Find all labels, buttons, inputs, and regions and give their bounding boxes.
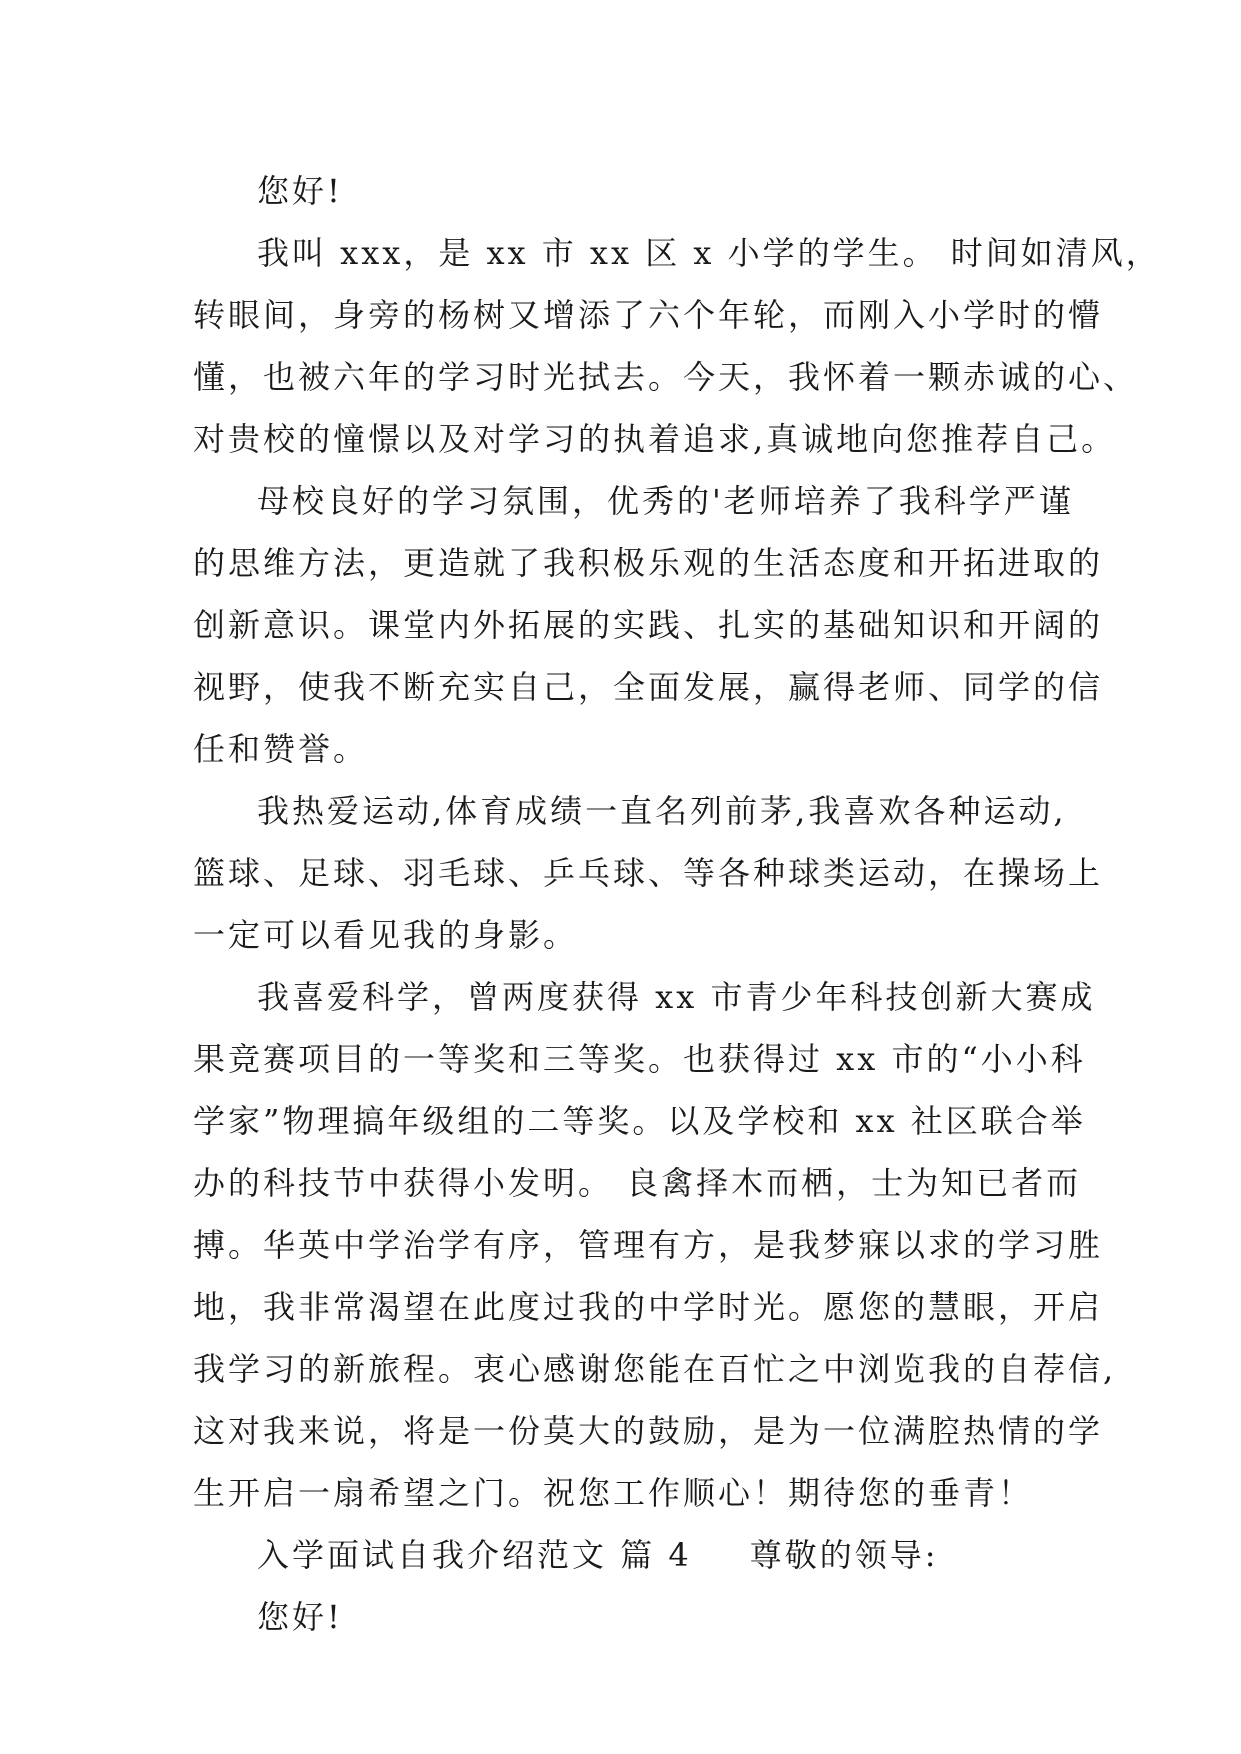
text-line: 这对我来说，将是一份莫大的鼓励，是为一位满腔热情的学 bbox=[193, 1412, 1104, 1450]
text-line: 办的科技节中获得小发明。 良禽择木而栖，士为知已者而 bbox=[193, 1164, 1082, 1202]
text-line: 我喜爱科学，曾两度获得 xx 市青少年科技创新大赛成 bbox=[257, 978, 1096, 1016]
text-line: 我叫 xxx，是 xx 市 xx 区 x 小学的学生。 时间如清风， bbox=[257, 234, 1161, 272]
text-line: 转眼间，身旁的杨树又增添了六个年轮，而刚入小学时的懵 bbox=[193, 296, 1104, 334]
greeting: 您好! bbox=[257, 1598, 343, 1636]
text-line: 我学习的新旅程。衷心感谢您能在百忙之中浏览我的自荐信, bbox=[193, 1350, 1117, 1388]
text-line: 篮球、足球、羽毛球、乒乓球、等各种球类运动，在操场上 bbox=[193, 854, 1104, 892]
text-line: 地，我非常渴望在此度过我的中学时光。愿您的慧眼，开启 bbox=[193, 1288, 1104, 1326]
heading-title: 入学面试自我介绍范文 bbox=[257, 1536, 608, 1574]
text-line: 搏。华英中学治学有序，管理有方，是我梦寐以求的学习胜 bbox=[193, 1226, 1104, 1264]
text-line: 果竞赛项目的一等奖和三等奖。也获得过 xx 市的“小小科 bbox=[193, 1040, 1086, 1078]
text-line: 一定可以看见我的身影。 bbox=[193, 916, 579, 954]
section-heading bbox=[193, 1524, 1073, 1586]
paragraph-science bbox=[193, 966, 1117, 1524]
heading-part: 篇 4 bbox=[620, 1536, 692, 1574]
text-line: 创新意识。课堂内外拓展的实践、扎实的基础知识和开阔的 bbox=[193, 606, 1104, 644]
text-line: 的思维方法，更造就了我积极乐观的生活态度和开拓进取的 bbox=[193, 544, 1104, 582]
heading-salutation: 尊敬的领导: bbox=[749, 1536, 939, 1574]
paragraph-introduction bbox=[193, 222, 1161, 470]
greeting: 您好! bbox=[257, 172, 343, 210]
text-line: 我热爱运动,体育成绩一直名列前茅,我喜欢各种运动, bbox=[257, 792, 1067, 830]
text-line: 学家”物理搞年级组的二等奖。以及学校和 xx 社区联合举 bbox=[193, 1102, 1086, 1140]
text-line: 生开启一扇希望之门。祝您工作顺心！期待您的垂青！ bbox=[193, 1474, 1034, 1512]
paragraph-school bbox=[193, 470, 1104, 780]
paragraph-sports bbox=[193, 780, 1104, 966]
text-line: 任和赞誉。 bbox=[193, 730, 369, 768]
text-line: 母校良好的学习氛围，优秀的'老师培养了我科学严谨 bbox=[257, 482, 1074, 520]
text-line: 懂，也被六年的学习时光拭去。今天，我怀着一颗赤诚的心、 bbox=[193, 358, 1139, 396]
text-line: 对贵校的憧憬以及对学习的执着追求,真诚地向您推荐自己。 bbox=[193, 420, 1117, 458]
document-body bbox=[193, 160, 1161, 1648]
text-line: 视野，使我不断充实自己，全面发展，赢得老师、同学的信 bbox=[193, 668, 1104, 706]
